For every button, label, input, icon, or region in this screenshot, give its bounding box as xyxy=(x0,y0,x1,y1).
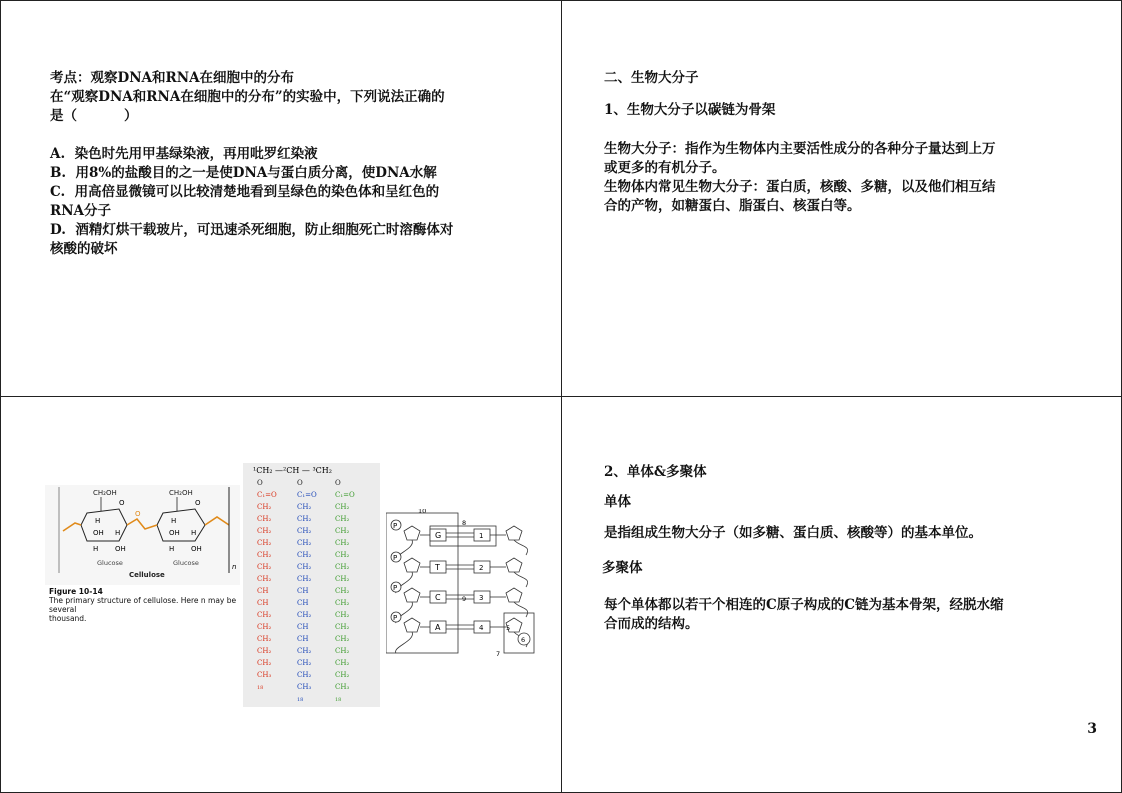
slide2-subheading: 1、生物大分子以碳链为骨架 xyxy=(604,102,776,118)
cellulose-caption xyxy=(49,587,245,623)
pair-number-2: 3 xyxy=(479,594,484,602)
bridge-oxygen: O xyxy=(135,510,141,518)
red-chain-atom-17: 18 xyxy=(257,685,264,691)
red-chain-atom-7: CH₂ xyxy=(257,563,272,571)
blue-chain-atom-10: CH xyxy=(297,599,309,607)
ring2-oh2: OH xyxy=(191,545,202,553)
monomer-definition: 是指组成生物大分子（如多糖、蛋白质、核酸等）的基本单位。 xyxy=(604,525,982,541)
figure-label: Figure 10-14 xyxy=(49,587,103,596)
sugar-left-1 xyxy=(404,558,420,572)
blue-chain-atom-7: CH₂ xyxy=(297,563,312,571)
blue-chain-atom-18: 18 xyxy=(297,697,304,703)
phosphate-label-3: P xyxy=(393,614,398,622)
question-topic: 考点：观察DNA和RNA在细胞中的分布 xyxy=(50,70,295,86)
dna-callout-1: 8 xyxy=(462,519,467,527)
ring1-oh: OH xyxy=(93,529,104,537)
option-c-line2: RNA分子 xyxy=(50,203,112,219)
slide4-heading: 2、单体&多聚体 xyxy=(604,464,707,480)
red-chain-atom-5: CH₂ xyxy=(257,539,272,547)
red-chain-atom-4: CH₂ xyxy=(257,527,272,535)
slide-pane-4 xyxy=(561,396,1122,793)
green-chain-atom-2: CH₂ xyxy=(335,503,350,511)
ring-o-1: O xyxy=(119,499,125,507)
dna-callout-4: 6 xyxy=(521,636,526,644)
ring2-h: H xyxy=(171,517,177,525)
option-d-line1: D. 酒精灯烘干载玻片，可迅速杀死细胞，防止细胞死亡时溶酶体对 xyxy=(50,222,454,238)
backbone-right-1 xyxy=(514,572,528,587)
option-d-line2: 核酸的破坏 xyxy=(50,241,118,257)
green-chain-atom-10: CH₂ xyxy=(335,599,350,607)
sugar-left-3 xyxy=(404,618,420,632)
question-block xyxy=(50,69,453,259)
page-number: 3 xyxy=(1087,721,1097,737)
cellulose-bg xyxy=(45,485,240,585)
base-label-0: G xyxy=(435,531,442,540)
green-chain-atom-6: CH₂ xyxy=(335,551,350,559)
question-stem-line1: 在“观察DNA和RNA在细胞中的分布”的实验中，下列说法正确的 xyxy=(50,89,445,105)
blue-chain-atom-9: CH xyxy=(297,587,309,595)
dna-ladder-figure xyxy=(386,509,536,659)
nucleotide-box xyxy=(504,613,534,653)
blue-chain-atom-15: CH₂ xyxy=(297,659,312,667)
green-chain-atom-7: CH₂ xyxy=(335,563,350,571)
red-chain-atom-6: CH₂ xyxy=(257,551,272,559)
blue-chain-atom-13: CH xyxy=(297,635,309,643)
sugar-left-2 xyxy=(404,588,420,602)
red-chain-atom-13: CH₂ xyxy=(257,635,272,643)
blue-chain-atom-3: CH₂ xyxy=(297,515,312,523)
blue-chain-atom-0: O xyxy=(297,479,303,487)
red-chain-atom-2: CH₂ xyxy=(257,503,272,511)
green-chain-atom-12: CH₂ xyxy=(335,623,350,631)
pair-number-0: 1 xyxy=(479,532,484,540)
ring2-h3: H xyxy=(169,545,175,553)
backbone-right-2 xyxy=(514,602,528,617)
ring1-oh2: OH xyxy=(115,545,126,553)
sugar-right-0 xyxy=(506,526,522,540)
blue-chain-atom-5: CH₂ xyxy=(297,539,312,547)
backbone-left-3 xyxy=(396,632,413,653)
blue-chain-atom-16: CH₂ xyxy=(297,671,312,679)
blue-chain-atom-11: CH₂ xyxy=(297,611,312,619)
green-chain-atom-13: CH₂ xyxy=(335,635,350,643)
sugar-right-2 xyxy=(506,588,522,602)
green-chain-atom-11: CH₂ xyxy=(335,611,350,619)
red-chain-atom-1: C₁=O xyxy=(257,491,277,499)
green-chain-atom-1: C₁=O xyxy=(335,491,355,499)
green-chain-atom-8: CH₂ xyxy=(335,575,350,583)
backbone-right-0 xyxy=(514,540,528,555)
ring2-h2: H xyxy=(191,529,197,537)
polymer-title: 多聚体 xyxy=(602,560,643,576)
green-chain-atom-16: CH₂ xyxy=(335,671,350,679)
phosphate-label-2: P xyxy=(393,584,398,592)
option-b: B. 用8%的盐酸目的之一是使DNA与蛋白质分离，使DNA水解 xyxy=(50,165,437,181)
blue-chain-atom-17: CH₃ xyxy=(297,683,312,691)
green-chain-atom-0: O xyxy=(335,479,341,487)
base-label-2: C xyxy=(435,593,441,602)
slide-pane-3 xyxy=(0,396,562,793)
green-chain-atom-15: CH₂ xyxy=(335,659,350,667)
polymer-def-line2: 合而成的结构。 xyxy=(604,616,699,632)
caption-line1: The primary structure of cellulose. Here n may be several xyxy=(49,596,237,614)
red-chain-atom-15: CH₂ xyxy=(257,659,272,667)
green-chain-atom-4: CH₂ xyxy=(335,527,350,535)
red-chain-atom-16: CH₃ xyxy=(257,671,272,679)
phosphate-label-0: P xyxy=(393,522,398,530)
red-chain-atom-3: CH₂ xyxy=(257,515,272,523)
spacer xyxy=(50,126,453,145)
pair-number-3: 4 xyxy=(479,624,484,632)
red-chain-atom-8: CH₂ xyxy=(257,575,272,583)
cellulose-label: Cellulose xyxy=(129,571,165,579)
red-chain-atom-12: CH₂ xyxy=(257,623,272,631)
dna-callout-0: 10 xyxy=(418,509,427,515)
repeat-n: n xyxy=(232,563,237,571)
red-chain-atom-11: CH₂ xyxy=(257,611,272,619)
green-chain-atom-14: CH₂ xyxy=(335,647,350,655)
macromolecule-definition xyxy=(604,140,996,216)
blue-chain-atom-12: CH xyxy=(297,623,309,631)
base-label-1: T xyxy=(435,563,440,572)
ch2oh-1: CH₂OH xyxy=(93,489,117,497)
slide-pane-2 xyxy=(561,0,1122,397)
option-c-line1: C. 用高倍显微镜可以比较清楚地看到呈绿色的染色体和呈红色的 xyxy=(50,184,440,200)
green-chain-atom-9: CH₂ xyxy=(335,587,350,595)
question-stem-line2: 是（ ） xyxy=(50,108,138,124)
green-chain-atom-17: CH₃ xyxy=(335,683,350,691)
red-chain-atom-10: CH xyxy=(257,599,269,607)
glucose-label-1: Glucose xyxy=(97,559,123,567)
base-label-3: A xyxy=(435,623,441,632)
ring2-oh: OH xyxy=(169,529,180,537)
blue-chain-atom-6: CH₂ xyxy=(297,551,312,559)
fatty-acid-chains-figure xyxy=(243,463,380,707)
dna-callout-5: 7 xyxy=(496,650,501,658)
dna-ladder xyxy=(386,509,536,659)
dna-callout-3: 5 xyxy=(506,624,511,632)
pair-number-1: 2 xyxy=(479,564,484,572)
blue-chain-atom-4: CH₂ xyxy=(297,527,312,535)
ring1-h2: H xyxy=(115,529,121,537)
monomer-title: 单体 xyxy=(604,494,631,510)
glycerol-header: ¹CH₂ —²CH — ³CH₂ xyxy=(253,466,332,475)
red-chain-atom-9: CH xyxy=(257,587,269,595)
blue-chain-atom-8: CH₂ xyxy=(297,575,312,583)
polymer-definition xyxy=(604,596,1004,634)
dna-callout-2: 9 xyxy=(462,595,467,603)
slide-pane-1 xyxy=(0,0,562,397)
sugar-right-1 xyxy=(506,558,522,572)
common-macromolecules-line2: 合的产物，如糖蛋白、脂蛋白、核蛋白等。 xyxy=(604,198,861,214)
definition-line1: 生物大分子：指作为生物体内主要活性成分的各种分子量达到上万 xyxy=(604,141,996,157)
ring1-h3: H xyxy=(93,545,99,553)
green-chain-atom-3: CH₂ xyxy=(335,515,350,523)
blue-chain-atom-1: C₁=O xyxy=(297,491,317,499)
green-chain-atom-5: CH₂ xyxy=(335,539,350,547)
blue-chain-atom-2: CH₂ xyxy=(297,503,312,511)
red-chain-atom-0: O xyxy=(257,479,263,487)
sugar-left-0 xyxy=(404,526,420,540)
blue-chain-atom-14: CH₂ xyxy=(297,647,312,655)
ring-o-2: O xyxy=(195,499,201,507)
phosphate-label-1: P xyxy=(393,554,398,562)
cellulose-structure xyxy=(45,485,240,585)
red-chain-atom-14: CH₂ xyxy=(257,647,272,655)
polymer-def-line1: 每个单体都以若干个相连的C原子构成的C链为基本骨架，经脱水缩 xyxy=(604,597,1004,613)
ch2oh-2: CH₂OH xyxy=(169,489,193,497)
slide2-heading: 二、生物大分子 xyxy=(604,70,699,86)
ring1-h: H xyxy=(95,517,101,525)
green-chain-atom-18: 18 xyxy=(335,697,342,703)
glucose-label-2: Glucose xyxy=(173,559,199,567)
fatty-acid-chains xyxy=(243,463,380,707)
common-macromolecules-line1: 生物体内常见生物大分子：蛋白质，核酸、多糖，以及他们相互结 xyxy=(604,179,996,195)
caption-line2: thousand. xyxy=(49,614,87,623)
definition-line2: 或更多的有机分子。 xyxy=(604,160,726,176)
cellulose-figure xyxy=(45,485,240,623)
option-a: A. 染色时先用甲基绿染液，再用吡罗红染液 xyxy=(50,146,318,162)
